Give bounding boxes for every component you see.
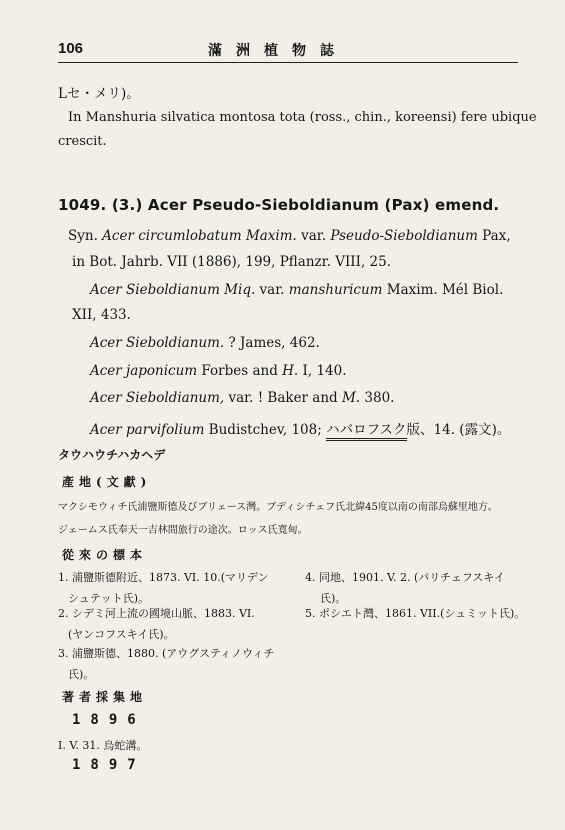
synonym-author: Pax, bbox=[477, 228, 511, 244]
synonym-citation-end: 380. bbox=[360, 390, 395, 406]
collection-record-1: I. V. 31. 烏蛇溝。 bbox=[58, 739, 148, 752]
running-title: 滿洲植物誌 bbox=[208, 43, 348, 59]
synonym-name: Acer japonicum bbox=[90, 363, 198, 379]
specimen-4-line-2: 氏)。 bbox=[320, 592, 347, 605]
synonym-citation: Budistchev, 108; bbox=[204, 422, 327, 438]
synonym-line-2: in Bot. Jahrb. VII (1886), 199, Pflanzr. VIII, 25. bbox=[72, 254, 392, 270]
synonym-name: Acer Sieboldianum. bbox=[90, 335, 225, 351]
specimen-2-line-2: (ヤンコフスキイ氏)。 bbox=[68, 628, 175, 641]
collection-year-1: 1896 bbox=[72, 712, 146, 728]
synonym-line-6 bbox=[90, 363, 347, 379]
habitat-line-1: マクシモウィチ氏浦鹽斯德及びブリェース灣。ブディシチェフ氏北緯45度以南の南部烏蘇里地方。 bbox=[58, 502, 498, 513]
synonym-line-5 bbox=[90, 335, 320, 351]
specimen-4-line-1: 4. 同地、1901. V. 2. (パリチェフスキイ bbox=[305, 571, 505, 584]
specimen-3-line-2: 氏)。 bbox=[68, 668, 95, 681]
synonym-citation: var. ! Baker and bbox=[224, 390, 342, 406]
entry-heading: 1049. (3.) Acer Pseudo-Sieboldianum (Pax) emend. bbox=[58, 196, 500, 214]
synonym-name: Acer Sieboldianum Miq. bbox=[90, 282, 256, 298]
distribution-latin-line-2: crescit. bbox=[58, 134, 107, 149]
syn-label: Syn. bbox=[68, 228, 103, 244]
synonym-name: Acer circumlobatum Maxim. bbox=[102, 228, 297, 244]
specimen-5-line-1: 5. ポシエト灣、1861. VII.(シュミット氏)。 bbox=[305, 607, 526, 620]
synonym-line-3 bbox=[90, 282, 503, 298]
section-collection-heading: 著者採集地 bbox=[62, 690, 148, 704]
synonym-name: Acer parvifolium bbox=[90, 422, 205, 438]
synonym-author: Maxim. Mél Biol. bbox=[382, 282, 504, 298]
synonym-epithet: Pseudo-Sieboldianum bbox=[330, 228, 478, 244]
synonym-citation-end: I, 140. bbox=[298, 363, 347, 379]
header-rule bbox=[58, 62, 518, 63]
page-number: 106 bbox=[58, 40, 84, 57]
synonym-rank: var. bbox=[296, 228, 331, 244]
synonym-abbrev: H. bbox=[282, 363, 299, 379]
synonym-citation: ? James, 462. bbox=[224, 335, 320, 351]
section-specimens-heading: 從來の標本 bbox=[62, 548, 148, 562]
specimen-1-line-2: シュテット氏)。 bbox=[68, 592, 150, 605]
page-header bbox=[58, 40, 518, 60]
specimen-3-line-1: 3. 浦鹽斯德、1880. (アウグスティノウィチ bbox=[58, 647, 275, 660]
japanese-name: タウハウチハカヘデ bbox=[58, 448, 166, 462]
synonym-citation: Forbes and bbox=[197, 363, 283, 379]
synonym-name: Acer Sieboldianum, bbox=[90, 390, 225, 406]
specimen-2-line-1: 2. シデミ河上流の國境山脈、1883. VI. bbox=[58, 607, 255, 620]
synonym-citation-end: 版、14. (露文)。 bbox=[406, 422, 511, 438]
place-name-underlined: ハバロフスク bbox=[326, 422, 406, 441]
synonym-line-7 bbox=[90, 390, 394, 406]
collection-year-2: 1897 bbox=[72, 757, 146, 773]
synonym-abbrev: M. bbox=[341, 390, 361, 406]
habitat-line-2: ジェームス氏奉天一吉林間旅行の途次。ロッス氏寬甸。 bbox=[58, 525, 308, 536]
section-habitat-heading: 產地(文獻) bbox=[62, 475, 152, 489]
synonym-rank: var. bbox=[255, 282, 289, 298]
synonym-line-8 bbox=[90, 418, 510, 438]
synonym-line-4: XII, 433. bbox=[72, 307, 131, 323]
synonym-line-1 bbox=[68, 228, 511, 244]
distribution-latin-line-1: In Manshuria silvatica montosa tota (ross., chin., koreensi) fere ubique bbox=[68, 110, 537, 125]
synonym-epithet: manshuricum bbox=[288, 282, 383, 298]
continued-text: Lセ・メリ)。 bbox=[58, 86, 140, 102]
specimen-1-line-1: 1. 浦鹽斯德附近、1873. VI. 10.(マリデン bbox=[58, 571, 269, 584]
